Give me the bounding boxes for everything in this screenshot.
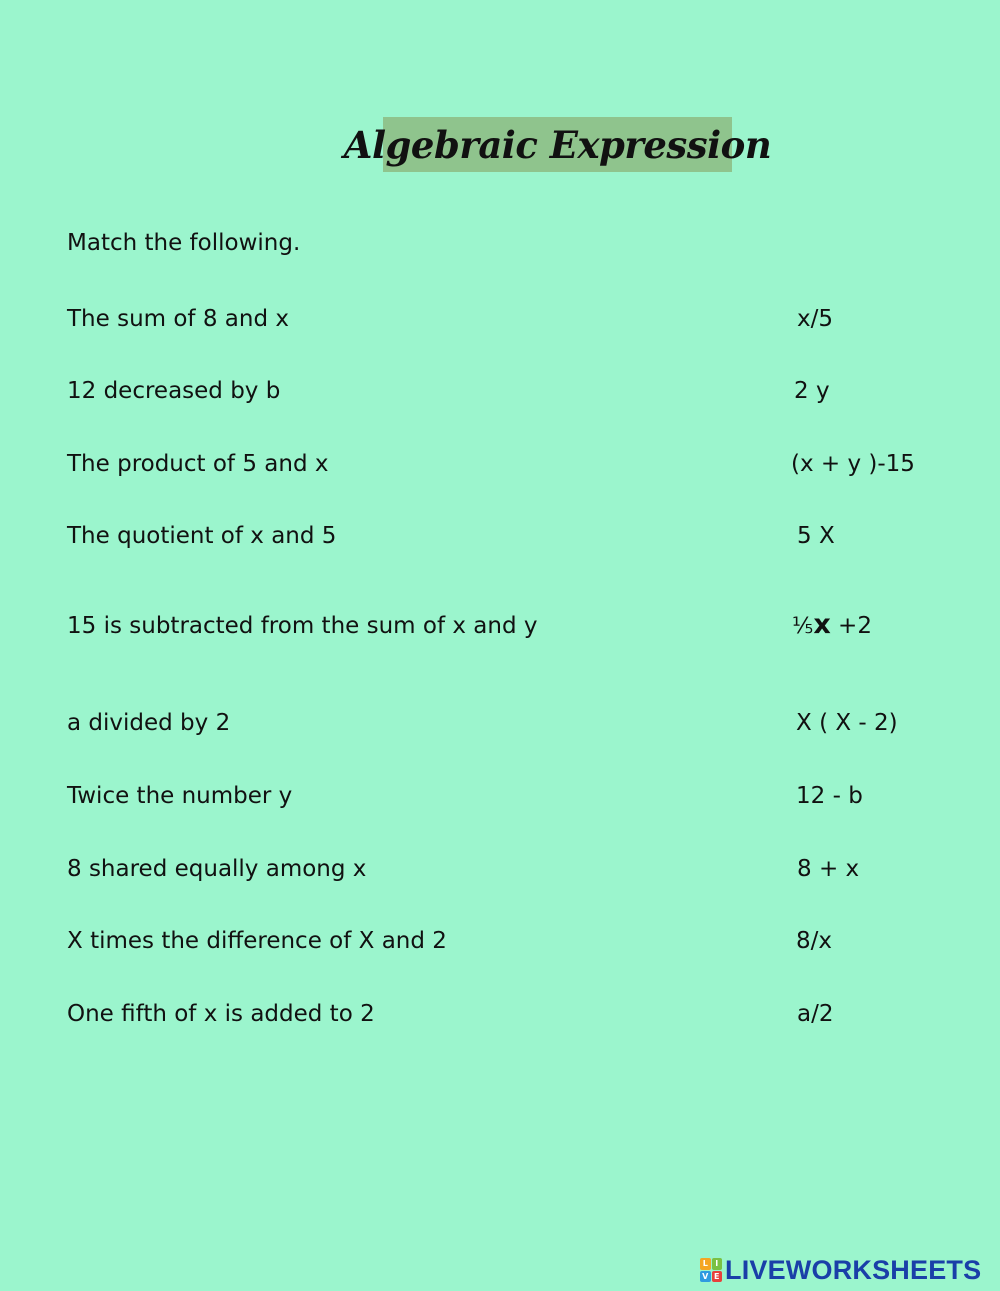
right-item-8: 8 + x [797, 856, 860, 882]
right-item-10: a/2 [797, 1001, 834, 1027]
left-item-2: 12 decreased by b [67, 378, 281, 404]
logo-badge-letter: I [712, 1258, 723, 1270]
logo-text: LIVEWORKSHEETS [725, 1254, 982, 1285]
variable-x: x [813, 609, 831, 640]
liveworksheets-logo[interactable] [700, 1256, 981, 1284]
right-item-2: 2 y [794, 378, 830, 404]
fraction-one-fifth: ⅕ [792, 614, 814, 639]
left-item-5: 15 is subtracted from the sum of x and y [67, 613, 538, 639]
right-item-4: 5 X [797, 523, 835, 549]
left-item-6: a divided by 2 [67, 710, 231, 736]
logo-badge-letter: V [700, 1271, 711, 1283]
right-item-9: 8/x [796, 928, 832, 954]
left-item-4: The quotient of x and 5 [67, 523, 337, 549]
left-item-7: Twice the number y [67, 783, 293, 809]
logo-badge-letter: L [700, 1258, 711, 1270]
left-item-1: The sum of 8 and x [67, 306, 289, 332]
right-item-3: (x + y )-15 [791, 451, 915, 477]
instruction-text: Match the following. [67, 230, 301, 256]
plus-two: +2 [830, 613, 872, 639]
left-item-10: One fifth of x is added to 2 [67, 1001, 375, 1027]
right-item-1: x/5 [797, 306, 833, 332]
left-item-9: X times the difference of X and 2 [67, 928, 447, 954]
logo-badge-icon [700, 1258, 722, 1282]
right-item-7: 12 - b [796, 783, 863, 809]
right-item-5 [792, 611, 872, 638]
page-title: Algebraic Expression [383, 117, 732, 172]
left-item-8: 8 shared equally among x [67, 856, 367, 882]
left-item-3: The product of 5 and x [67, 451, 329, 477]
right-item-6: X ( X - 2) [796, 710, 898, 736]
logo-badge-letter: E [712, 1271, 723, 1283]
